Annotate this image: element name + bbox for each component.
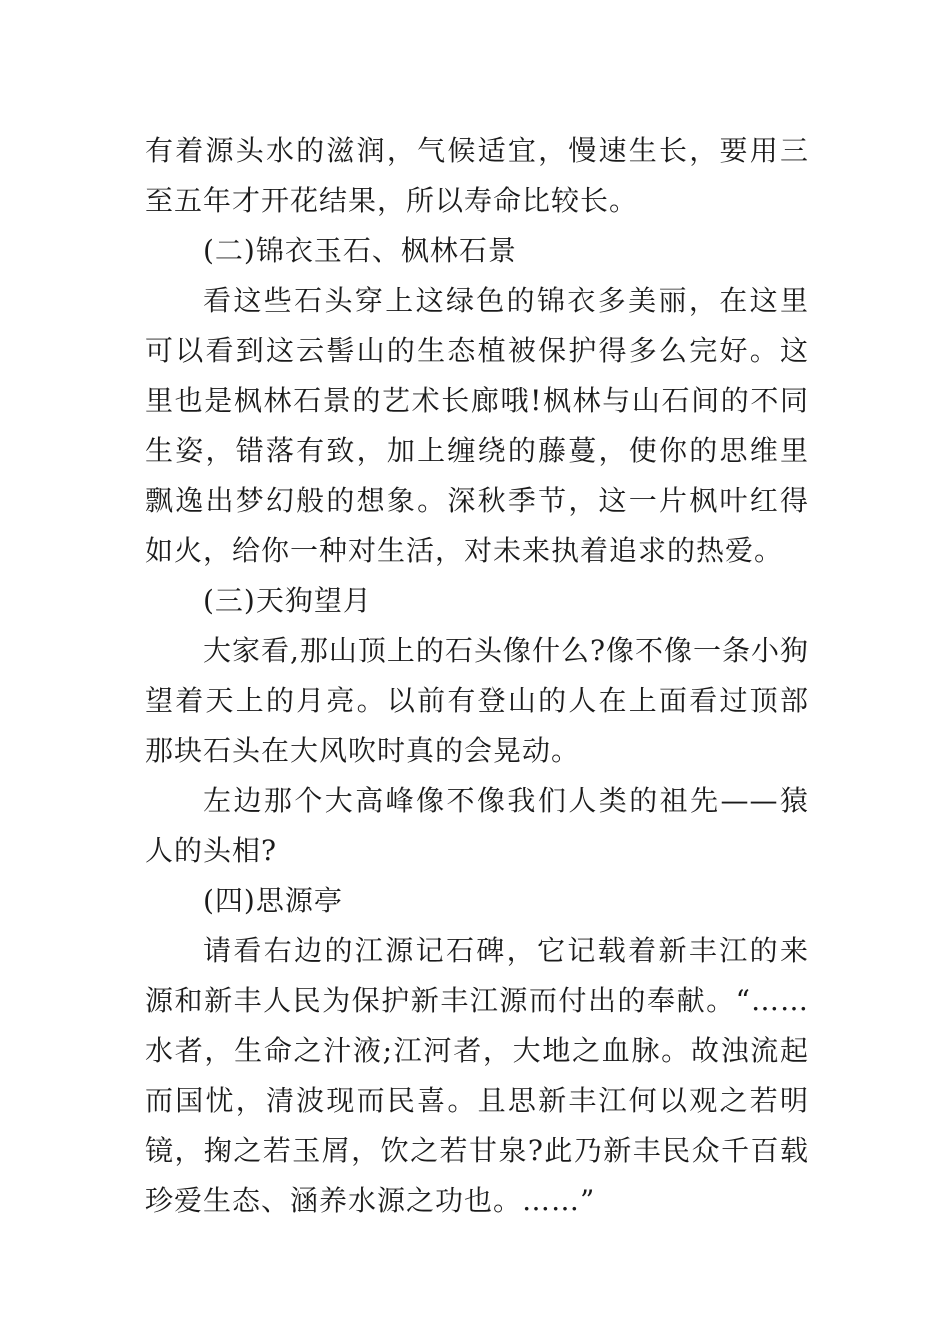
- paragraph-continuation: 有着源头水的滋润，气候适宜，慢速生长，要用三至五年才开花结果，所以寿命比较长。: [145, 134, 809, 217]
- paragraph-yuanren: 左边那个大高峰像不像我们人类的祖先——猿人的头相?: [145, 784, 809, 867]
- paragraph-siyuan-ting: 请看右边的江源记石碑，它记载着新丰江的来源和新丰人民为保护新丰江源而付出的奉献。“……水者，生命之汁液;江河者，大地之血脉。故浊流起而国忧，清波现而民喜。且思新丰江何以观之若明镜，掬之若玉屑，饮之若甘泉?此乃新丰民众千百载珍爱生态、涵养水源之功也。……”: [145, 934, 809, 1217]
- section-heading-3: (三)天狗望月: [203, 584, 372, 617]
- paragraph-tiangou-wangyue: 大家看,那山顶上的石头像什么?像不像一条小狗望着天上的月亮。以前有登山的人在上面看过顶部那块石头在大风吹时真的会晃动。: [145, 634, 809, 767]
- document-body: [145, 126, 809, 1226]
- paragraph-jinyi-yushi: 看这些石头穿上这绿色的锦衣多美丽，在这里可以看到这云髻山的生态植被保护得多么完好。这里也是枫林石景的艺术长廊哦!枫林与山石间的不同生姿，错落有致，加上缠绕的藤蔓，使你的思维里飘逸出梦幻般的想象。深秋季节，这一片枫叶红得如火，给你一种对生活，对未来执着追求的热爱。: [145, 284, 809, 567]
- section-heading-4: (四)思源亭: [203, 884, 343, 917]
- section-heading-2: (二)锦衣玉石、枫林石景: [203, 234, 517, 267]
